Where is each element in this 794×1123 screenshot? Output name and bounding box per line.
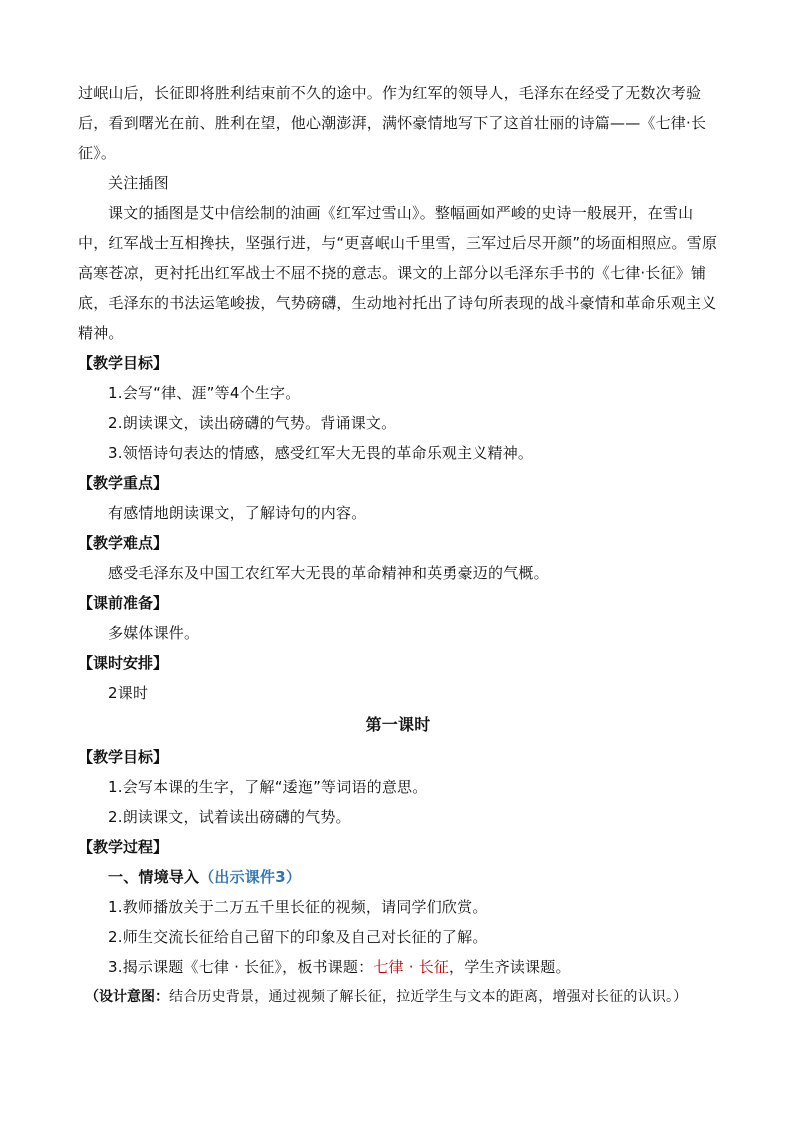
schedule-text: 2课时 — [108, 684, 149, 702]
step-item — [78, 952, 718, 982]
design-note-label: （设计意图： — [85, 989, 169, 1005]
step-item: 1.教师播放关于二万五千里长征的视频，请同学们欣赏。 — [108, 898, 488, 916]
preparation-text: 多媒体课件。 — [108, 624, 200, 642]
schedule-heading: 【课时安排】 — [78, 654, 169, 672]
courseware-ref: （出示课件3） — [199, 868, 302, 886]
preparation-heading: 【课前准备】 — [78, 594, 169, 612]
lesson-title: 第一课时 — [365, 715, 431, 734]
lesson-goal-item: 2.朗读课文，试着读出磅礴的气势。 — [108, 808, 351, 826]
design-note-text: 结合历史背景，通过视频了解长征，拉近学生与文本的距离，增强对长征的认识。） — [169, 989, 688, 1005]
intro-paragraph: 过岷山后，长征即将胜利结束前不久的途中。作为红军的领导人，毛泽东在经受了无数次考验后，看到曙光在前、胜利在望，他心潮澎湃，满怀豪情地写下了这首壮丽的诗篇——《七律·长征》。 — [78, 84, 707, 162]
focus-illustration-label: 关注插图 — [108, 174, 169, 192]
lesson-goal-item: 1.会写本课的生字，了解“逶迤”等词语的意思。 — [108, 778, 428, 796]
design-note — [78, 982, 718, 1012]
goal-item: 2.朗读课文，读出磅礴的气势。背诵课文。 — [108, 414, 397, 432]
step-item-suffix: ，学生齐读课题。 — [449, 958, 571, 976]
document-body — [78, 78, 718, 1012]
step-item-prefix: 3.揭示课题《七律 · 长征》，板书课题： — [108, 958, 374, 976]
board-title: 七律 · 长征 — [373, 958, 450, 976]
goal-item: 3.领悟诗句表达的情感，感受红军大无畏的革命乐观主义精神。 — [108, 444, 534, 462]
difficulty-heading: 【教学难点】 — [78, 534, 169, 552]
step-label: 一、情境导入 — [108, 868, 200, 886]
process-heading: 【教学过程】 — [78, 838, 169, 856]
key-points-text: 有感情地朗读课文，了解诗句的内容。 — [108, 504, 367, 522]
illustration-paragraph: 课文的插图是艾中信绘制的油画《红军过雪山》。整幅画如严峻的史诗一般展开，在雪山中，红军战士互相搀扶，坚强行进，与“更喜岷山千里雪，三军过后尽开颜”的场面相照应。雪原高寒苍凉，更衬托出红军战士不屈不挠的意志。课文的上部分以毛泽东手书的《七律·长征》铺底，毛泽东的书法运笔峻拔，气势磅礴，生动地衬托出了诗句所表现的战斗豪情和革命乐观主义精神。 — [78, 204, 718, 342]
key-points-heading: 【教学重点】 — [78, 474, 169, 492]
lesson-goals-heading: 【教学目标】 — [78, 748, 169, 766]
step-heading — [78, 862, 718, 892]
goal-item: 1.会写“律、涯”等4个生字。 — [108, 384, 301, 402]
difficulty-text: 感受毛泽东及中国工农红军大无畏的革命精神和英勇豪迈的气概。 — [108, 564, 549, 582]
goals-heading: 【教学目标】 — [78, 354, 169, 372]
step-item: 2.师生交流长征给自己留下的印象及自己对长征的了解。 — [108, 928, 488, 946]
